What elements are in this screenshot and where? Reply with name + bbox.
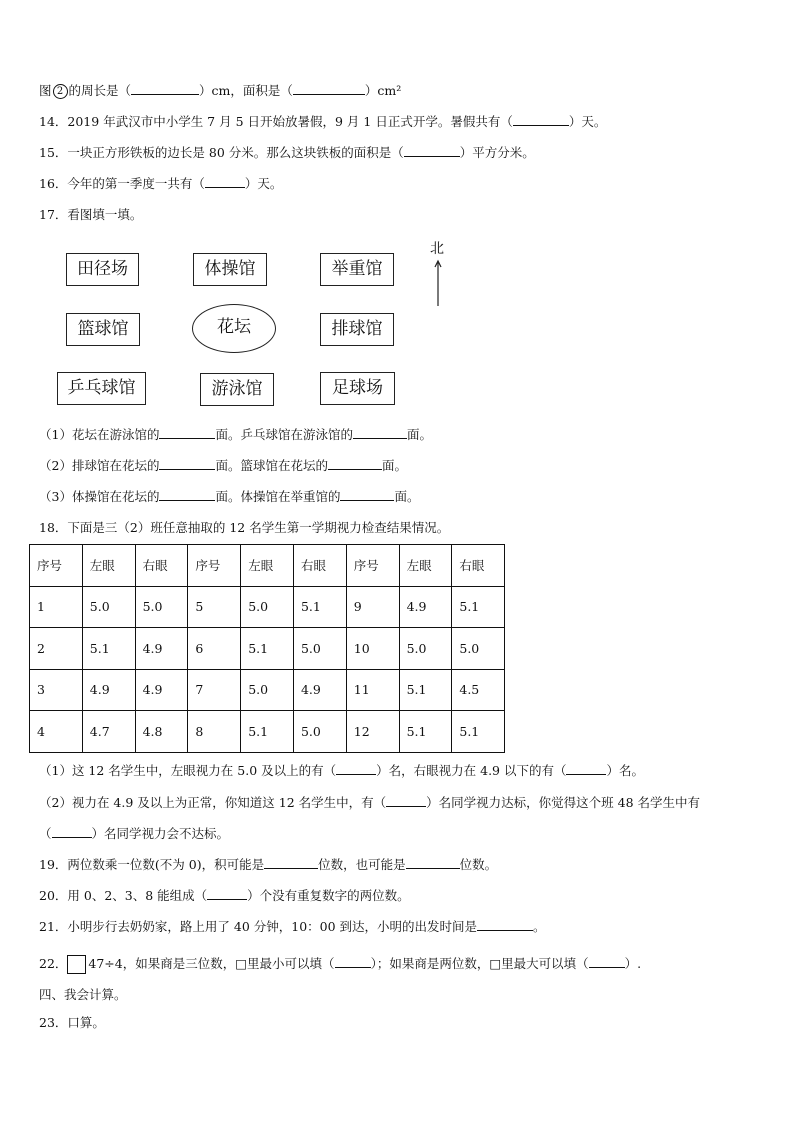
q16-line	[39, 176, 282, 192]
place-lanqiuguan: 篮球馆	[66, 313, 140, 346]
q18-title: 18．下面是三（2）班任意抽取的 12 名学生第一学期视力检查结果情况。	[39, 520, 450, 535]
q18-sub2-cont	[39, 826, 229, 842]
vision-table	[29, 544, 505, 753]
place-youyongguan: 游泳馆	[200, 373, 274, 406]
table-cell: 5.1	[399, 711, 452, 753]
q18-sub1-b: ）名，右眼视力在 4.9 以下的有（	[376, 763, 567, 778]
q22-blank1[interactable]	[335, 956, 371, 968]
q17-sub2-a: （2）排球馆在花坛的	[39, 458, 160, 473]
q22-digit-box[interactable]	[67, 955, 86, 974]
q20-text: 20．用 0、2、3、8 能组成（	[39, 888, 208, 903]
table-cell: 9	[346, 586, 399, 628]
q13-mid: 的周长是（	[68, 83, 132, 98]
q22-line	[39, 955, 641, 974]
q16-end: ）天。	[244, 176, 283, 191]
table-cell: 4.9	[399, 586, 452, 628]
table-header-row	[30, 545, 505, 587]
table-cell: 2	[30, 628, 83, 670]
north-label: 北	[430, 241, 444, 257]
q19-mid: 位数，也可能是	[318, 857, 406, 872]
table-cell: 7	[188, 669, 241, 711]
place-paiqiuguan: 排球馆	[320, 313, 394, 346]
q17-sub3-c: 面。	[394, 489, 420, 504]
q17-sub2-blank1[interactable]	[159, 458, 215, 470]
table-cell: 4.9	[135, 669, 188, 711]
q21-text: 21．小明步行去奶奶家，路上用了 40 分钟，10：00 到达，小明的出发时间是	[39, 919, 478, 934]
q14-text: 14．2019 年武汉市中小学生 7 月 5 日开始放暑假，9 月 1 日正式开学。暑假共有（	[39, 114, 513, 129]
q14-end: ）天。	[568, 114, 607, 129]
q14-answer-blank[interactable]	[513, 114, 569, 126]
place-zuqiuchang: 足球场	[320, 372, 395, 405]
table-cell: 5.0	[293, 628, 346, 670]
header-cell: 右眼	[135, 545, 188, 587]
table-cell: 4.9	[82, 669, 135, 711]
q18-sub2-d: ）名同学视力会不达标。	[91, 826, 230, 841]
q18-sub2-b: ）名同学视力达标，你觉得这个班 48 名学生中有	[426, 795, 700, 810]
q18-sub1-c: ）名。	[606, 763, 644, 778]
q17-sub1-a: （1）花坛在游泳馆的	[39, 427, 160, 442]
north-arrow-icon	[432, 258, 444, 308]
q18-sub2-c: （	[39, 826, 52, 841]
q15-end: ）平方分米。	[459, 145, 535, 160]
q17-sub3-blank1[interactable]	[159, 489, 215, 501]
q22-blank2[interactable]	[589, 956, 625, 968]
table-cell: 5.0	[293, 711, 346, 753]
q18-sub2	[39, 795, 700, 811]
table-row	[30, 628, 505, 670]
table-cell: 5.1	[241, 628, 294, 670]
q19-blank1[interactable]	[264, 857, 318, 869]
q21-end: 。	[533, 919, 546, 934]
q17-sub1-b: 面。乒乓球馆在游泳馆的	[215, 427, 353, 442]
table-cell: 5.1	[82, 628, 135, 670]
q22-num: 22．	[39, 956, 68, 971]
table-cell: 5.0	[135, 586, 188, 628]
q15-line	[39, 145, 535, 161]
q23-title: 23．口算。	[39, 1015, 105, 1030]
q18-sub2-a: （2）视力在 4.9 及以上为正常，你知道这 12 名学生中，有（	[39, 795, 387, 810]
place-pingpangqiuguan: 乒乓球馆	[57, 372, 146, 405]
table-cell: 11	[346, 669, 399, 711]
q20-answer-blank[interactable]	[207, 888, 247, 900]
table-cell: 8	[188, 711, 241, 753]
q13-mid2: ）cm，面积是（	[199, 83, 293, 98]
q17-sub2-b: 面。篮球馆在花坛的	[215, 458, 328, 473]
q18-sub2-blank2[interactable]	[52, 826, 92, 838]
header-cell: 右眼	[452, 545, 505, 587]
table-cell: 5.0	[241, 586, 294, 628]
table-cell: 4.9	[135, 628, 188, 670]
q18-sub1-blank2[interactable]	[566, 763, 606, 775]
figure-2-circle-marker: 2	[53, 84, 68, 99]
table-cell: 1	[30, 586, 83, 628]
table-cell: 6	[188, 628, 241, 670]
q19-end: 位数。	[459, 857, 498, 872]
table-cell: 5.1	[452, 586, 505, 628]
table-row	[30, 711, 505, 753]
table-cell: 4	[30, 711, 83, 753]
table-cell: 5.0	[82, 586, 135, 628]
place-juzhongguan: 举重馆	[320, 253, 394, 286]
header-cell: 左眼	[399, 545, 452, 587]
table-cell: 5.0	[399, 628, 452, 670]
q18-sub2-blank1[interactable]	[386, 795, 426, 807]
q19-blank2[interactable]	[406, 857, 460, 869]
q17-sub3	[39, 489, 420, 505]
table-cell: 4.9	[293, 669, 346, 711]
q16-answer-blank[interactable]	[205, 176, 245, 188]
table-cell: 10	[346, 628, 399, 670]
place-tianjingchang: 田径场	[66, 253, 139, 286]
table-row	[30, 669, 505, 711]
table-row	[30, 586, 505, 628]
q15-answer-blank[interactable]	[404, 145, 460, 157]
header-cell: 左眼	[82, 545, 135, 587]
q13-area-blank[interactable]	[293, 83, 365, 95]
q17-title: 17．看图填一填。	[39, 207, 143, 222]
q22-mid: ）；如果商是两位数，□里最大可以填（	[370, 956, 589, 971]
q20-line	[39, 888, 410, 904]
q22-end: ）.	[624, 956, 642, 971]
table-cell: 5.0	[241, 669, 294, 711]
header-cell: 序号	[188, 545, 241, 587]
q14-line	[39, 114, 606, 130]
q17-sub1-c: 面。	[406, 427, 432, 442]
header-cell: 右眼	[293, 545, 346, 587]
header-cell: 序号	[346, 545, 399, 587]
q17-sub1	[39, 427, 432, 443]
q17-sub3-a: （3）体操馆在花坛的	[39, 489, 160, 504]
q17-sub2-blank2[interactable]	[328, 458, 382, 470]
table-cell: 5	[188, 586, 241, 628]
q18-sub1-blank1[interactable]	[336, 763, 376, 775]
q13-line	[39, 83, 401, 99]
q16-text: 16．今年的第一季度一共有（	[39, 176, 205, 191]
table-cell: 12	[346, 711, 399, 753]
q18-sub1-a: （1）这 12 名学生中，左眼视力在 5.0 及以上的有（	[39, 763, 337, 778]
q17-sub2	[39, 458, 407, 474]
q13-end: ）cm²	[364, 83, 402, 98]
q20-end: ）个没有重复数字的两位数。	[247, 888, 410, 903]
place-huatan: 花坛	[192, 304, 276, 353]
q17-sub1-blank1[interactable]	[159, 427, 215, 439]
header-cell: 序号	[30, 545, 83, 587]
q18-sub1	[39, 763, 644, 779]
q19-line	[39, 857, 497, 873]
q17-sub3-blank2[interactable]	[340, 489, 394, 501]
q15-text: 15．一块正方形铁板的边长是 80 分米。那么这块铁板的面积是（	[39, 145, 404, 160]
q17-sub3-b: 面。体操馆在举重馆的	[215, 489, 341, 504]
table-cell: 5.1	[452, 711, 505, 753]
table-cell: 5.1	[293, 586, 346, 628]
table-cell: 4.5	[452, 669, 505, 711]
q19-text: 19．两位数乘一位数(不为 0)，积可能是	[39, 857, 265, 872]
q17-sub2-c: 面。	[381, 458, 407, 473]
q21-line	[39, 919, 546, 935]
table-cell: 4.7	[82, 711, 135, 753]
q13-pre: 图	[39, 83, 52, 98]
table-cell: 4.8	[135, 711, 188, 753]
section-4-heading: 四、我会计算。	[39, 987, 127, 1002]
q17-sub1-blank2[interactable]	[353, 427, 407, 439]
table-cell: 5.0	[452, 628, 505, 670]
q22-expr: 47÷4，如果商是三位数，□里最小可以填（	[88, 956, 335, 971]
q13-perimeter-blank[interactable]	[131, 83, 199, 95]
place-ticaoguan: 体操馆	[193, 253, 267, 286]
q21-answer-blank[interactable]	[477, 919, 533, 931]
table-cell: 5.1	[399, 669, 452, 711]
table-cell: 3	[30, 669, 83, 711]
header-cell: 左眼	[241, 545, 294, 587]
table-cell: 5.1	[241, 711, 294, 753]
